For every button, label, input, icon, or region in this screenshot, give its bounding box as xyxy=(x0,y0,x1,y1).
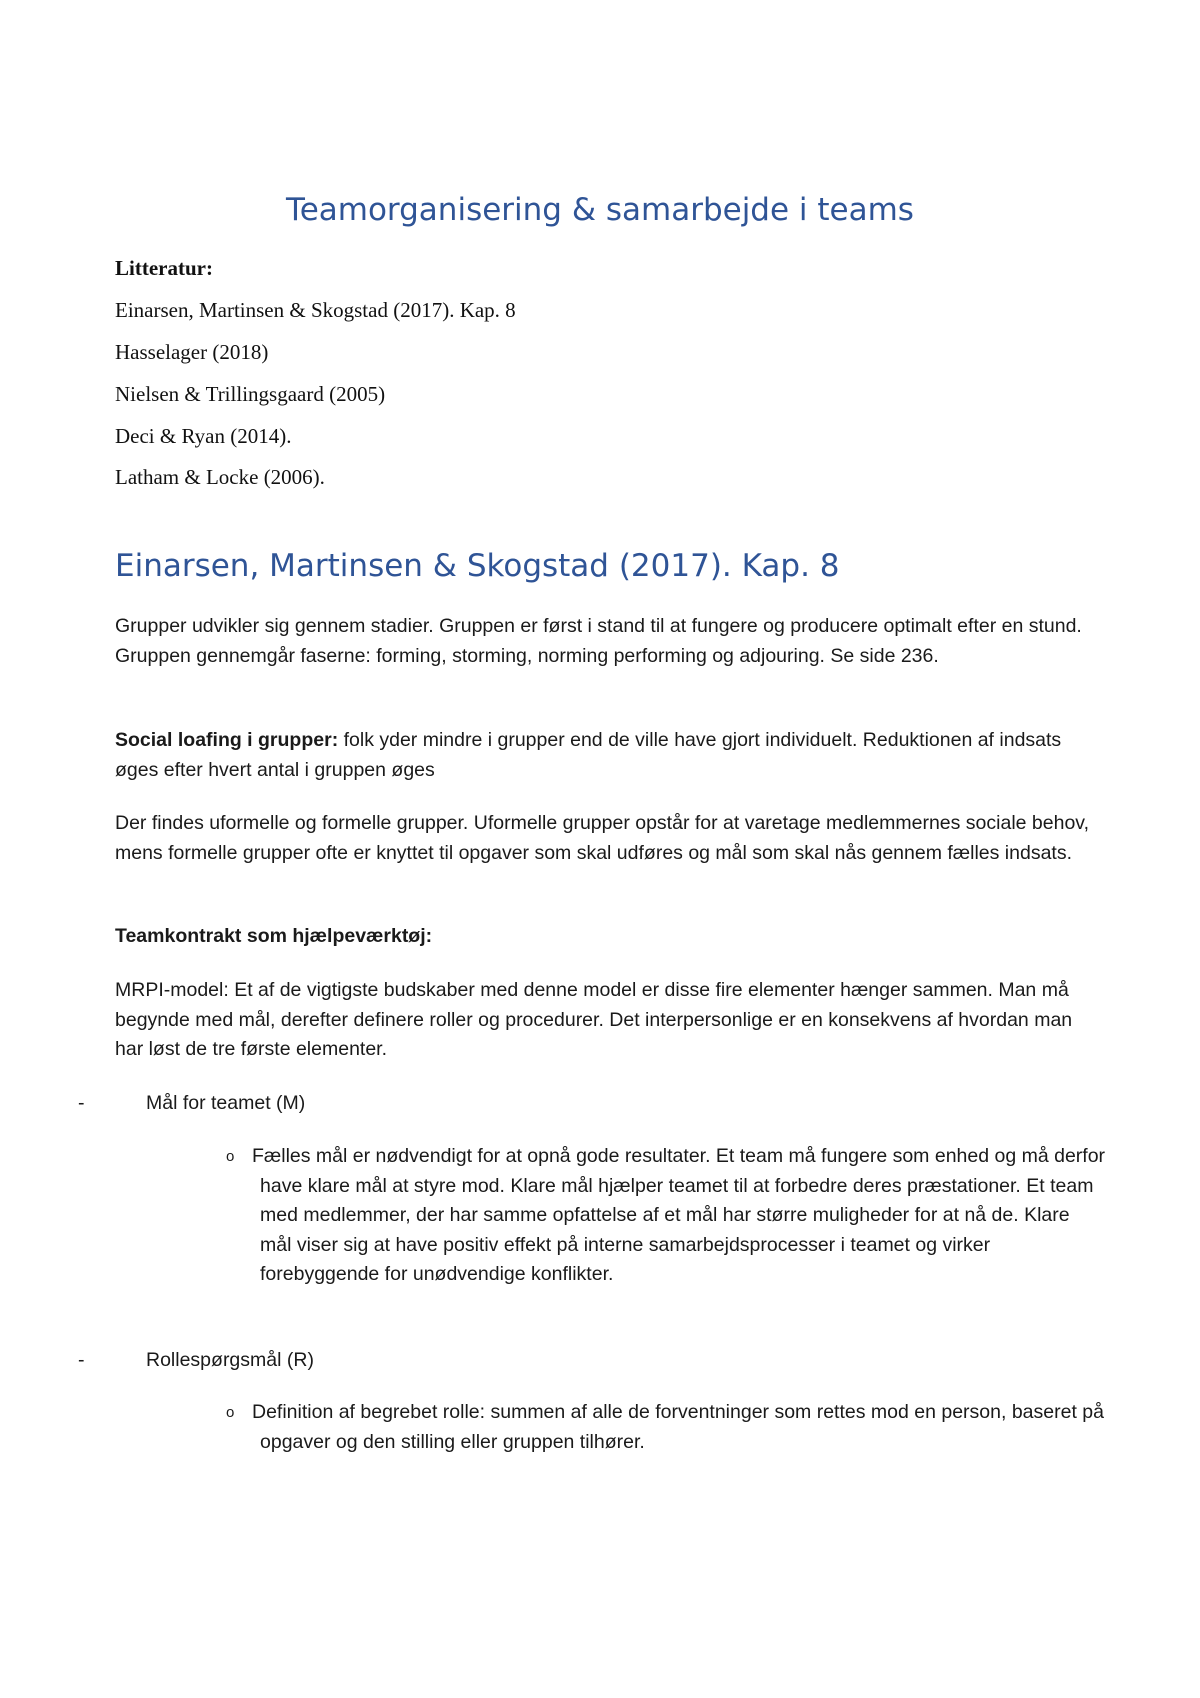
dash-bullet: - xyxy=(78,1349,85,1371)
paragraph-social-loafing xyxy=(115,726,1095,785)
list-item xyxy=(78,1346,314,1376)
teamkontrakt-label: Teamkontrakt som hjælpeværktøj: xyxy=(115,925,433,947)
list-item-label: Rollespørgsmål (R) xyxy=(146,1349,314,1371)
list-item-label: Mål for teamet (M) xyxy=(146,1092,306,1114)
sub-list-text: Definition af begrebet rolle: summen af alle de forventninger som rettes mod en person, baseret på opgaver og den stilling eller gruppen tilhører. xyxy=(252,1401,1104,1453)
sub-list-text: Fælles mål er nødvendigt for at opnå gode resultater. Et team må fungere som enhed og må derfor have klare mål at styre mod. Klare mål hjælper teamet til at forbedre deres præstationer. Et team med medlemmer, der har samme opfattelse af et mål har større muligheder for at nå de. Klare mål viser sig at have positiv effekt på interne samarbejdsprocesser i teamet og virker forebyggende for unødvendige konflikter. xyxy=(252,1145,1106,1285)
sub-list-item xyxy=(226,1398,1106,1457)
list-item xyxy=(78,1089,305,1119)
section-heading: Einarsen, Martinsen & Skogstad (2017). Kap. 8 xyxy=(115,548,840,584)
sub-list-item xyxy=(226,1142,1106,1290)
literature-label: Litteratur: xyxy=(115,256,213,280)
circle-bullet-icon: o xyxy=(226,1404,235,1421)
literature-item: Einarsen, Martinsen & Skogstad (2017). Kap. 8 xyxy=(115,298,516,322)
dash-bullet: - xyxy=(78,1092,85,1114)
social-loafing-text: folk yder mindre i grupper end de ville have gjort individuelt. Reduktionen af indsats øges efter hvert antal i gruppen øges xyxy=(115,729,1062,781)
paragraph-group-types: Der findes uformelle og formelle grupper. Uformelle grupper opstår for at varetage medlemmernes sociale behov, mens formelle grupper ofte er knyttet til opgaver som skal udføres og mål som skal nås gennem fælles indsats. xyxy=(115,812,1090,864)
literature-item: Hasselager (2018) xyxy=(115,340,269,364)
literature-item: Latham & Locke (2006). xyxy=(115,465,325,489)
literature-item: Deci & Ryan (2014). xyxy=(115,424,292,448)
paragraph-teamkontrakt-heading xyxy=(115,922,1095,952)
social-loafing-label: Social loafing i grupper: xyxy=(115,729,339,751)
paragraph-stages: Grupper udvikler sig gennem stadier. Gruppen er først i stand til at fungere og producere optimalt efter en stund. Gruppen gennemgår faserne: forming, storming, norming performing og adjouring. Se side 236. xyxy=(115,615,1082,667)
paragraph-mrpi: MRPI-model: Et af de vigtigste budskaber med denne model er disse fire elementer hænger sammen. Man må begynde med mål, derefter definere roller og procedurer. Det interpersonlige er en konsekvens af hvordan man har løst de tre første elementer. xyxy=(115,979,1073,1060)
literature-item: Nielsen & Trillingsgaard (2005) xyxy=(115,382,386,406)
document-title: Teamorganisering & samarbejde i teams xyxy=(286,192,914,228)
circle-bullet-icon: o xyxy=(226,1148,235,1165)
